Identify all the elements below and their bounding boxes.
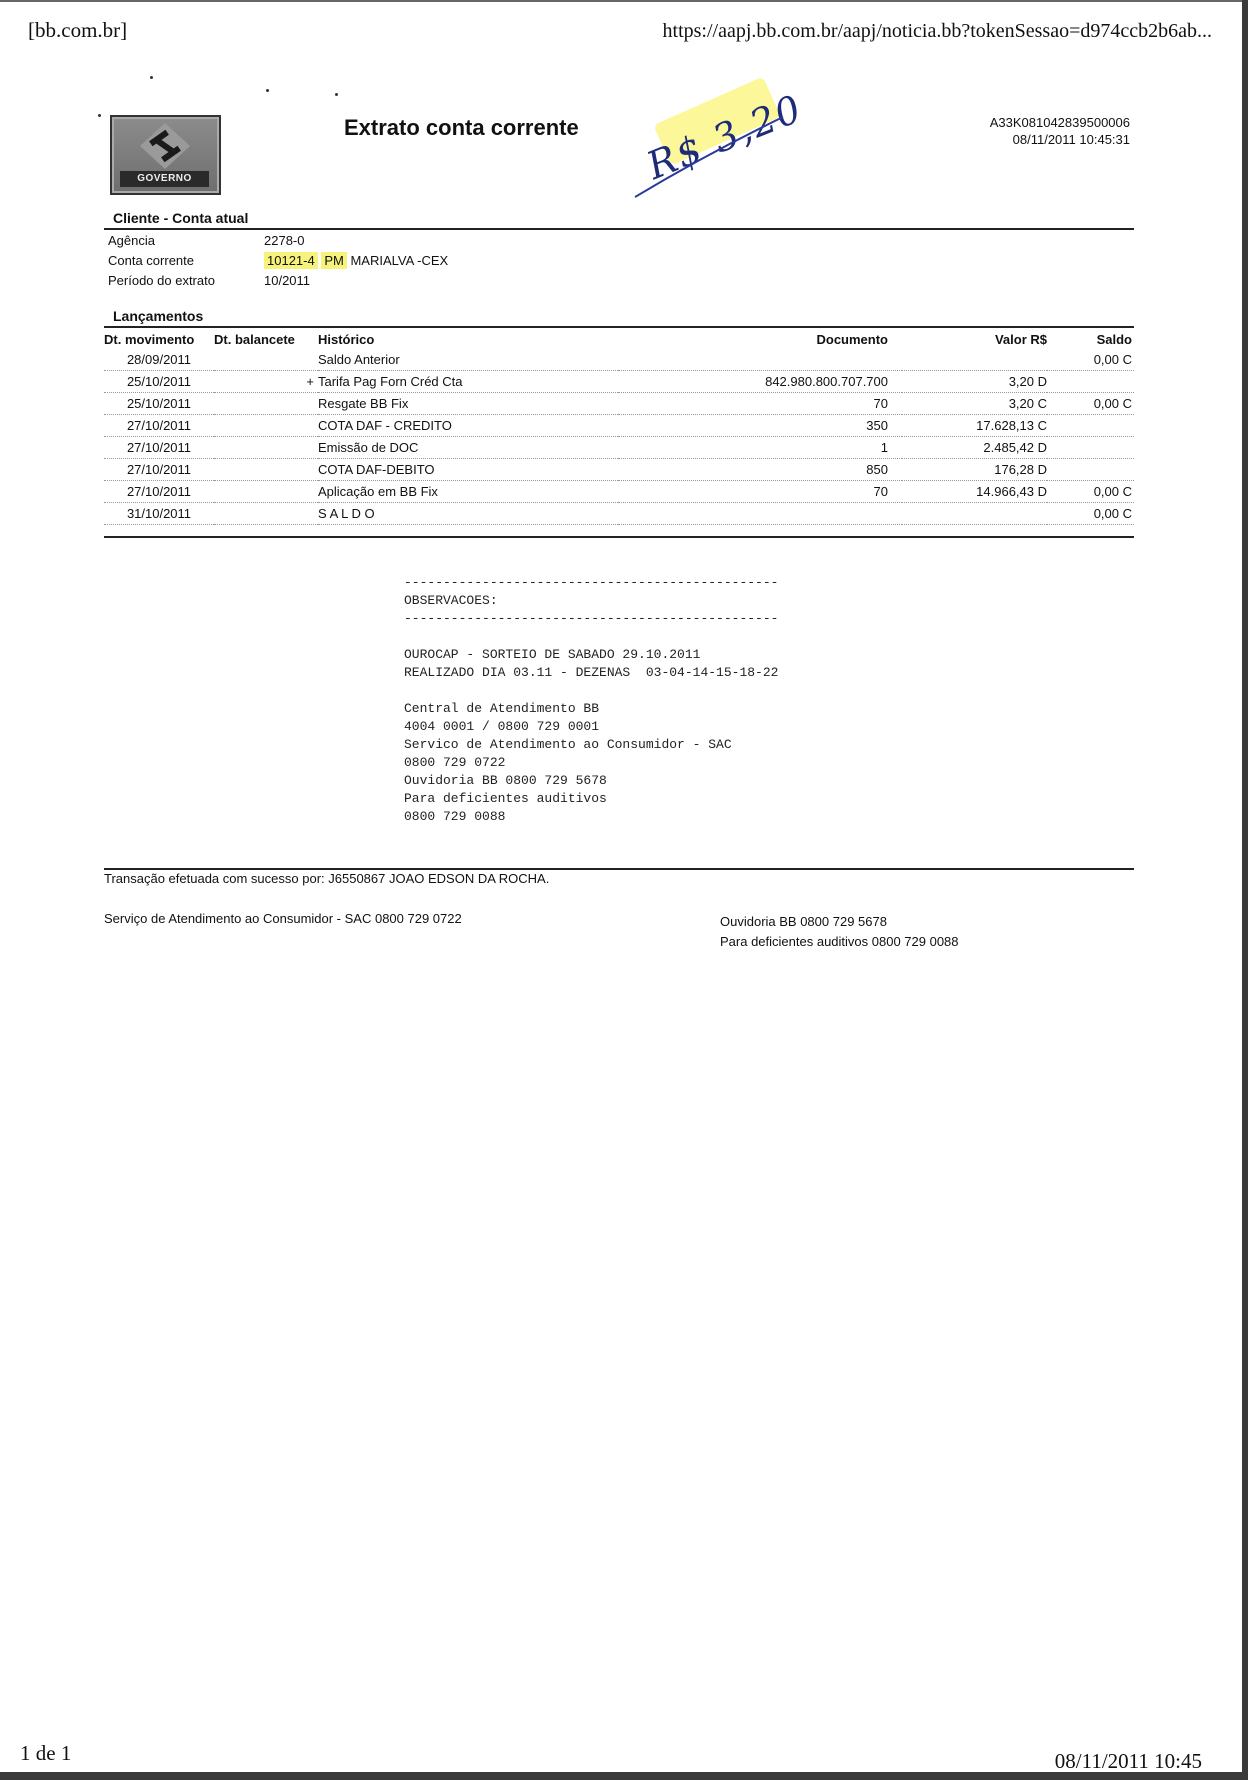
- obs-spacer: [404, 628, 778, 646]
- transactions-table: [104, 329, 1134, 525]
- cell-valor: [902, 503, 1047, 525]
- table-row: [104, 349, 1134, 371]
- scan-right-edge: [1242, 0, 1248, 1780]
- handwritten-note: [615, 75, 809, 205]
- cell-valor: 2.485,42 D: [902, 437, 1047, 459]
- print-page-number: 1 de 1: [20, 1741, 72, 1765]
- deficientes-line: Para deficientes auditivos 0800 729 0088: [720, 934, 959, 949]
- footer-divider: [104, 868, 1134, 870]
- agency-label: Agência: [108, 233, 155, 248]
- account-label: Conta corrente: [108, 253, 194, 268]
- cell-documento: 70: [618, 393, 902, 415]
- cell-saldo: [1047, 437, 1134, 459]
- cell-documento: 350: [618, 415, 902, 437]
- transaction-confirmation: Transação efetuada com sucesso por: J6550867 JOAO EDSON DA ROCHA.: [104, 871, 550, 886]
- cell-valor: 3,20 C: [902, 393, 1047, 415]
- scan-speck: [98, 114, 101, 117]
- cell-dt-movimento: 27/10/2011: [104, 459, 214, 481]
- table-row: [104, 459, 1134, 481]
- table-row: [104, 503, 1134, 525]
- transactions-section-title: Lançamentos: [113, 308, 204, 324]
- obs-line: REALIZADO DIA 03.11 - DEZENAS 03-04-14-15-18-22: [404, 665, 779, 680]
- cell-saldo: 0,00 C: [1047, 349, 1134, 371]
- col-dt-movimento: Dt. movimento: [104, 331, 195, 347]
- agency-value: 2278-0: [264, 233, 305, 248]
- scan-speck: [150, 76, 153, 79]
- scan-speck: [335, 93, 338, 96]
- cell-dt-movimento: 25/10/2011: [104, 371, 214, 393]
- table-row: [104, 371, 1134, 393]
- obs-line: 0800 729 0088: [404, 809, 506, 824]
- cell-dt-movimento: 25/10/2011: [104, 393, 214, 415]
- cell-documento: [618, 349, 902, 371]
- ouvidoria-info: [720, 912, 959, 952]
- cell-dt-movimento: 27/10/2011: [104, 437, 214, 459]
- table-header-row: [104, 329, 1134, 349]
- cell-historico: Saldo Anterior: [318, 349, 618, 371]
- cell-historico: COTA DAF-DEBITO: [318, 459, 618, 481]
- sac-info: Serviço de Atendimento ao Consumidor - SAC 0800 729 0722: [104, 911, 462, 926]
- cell-dt-balancete: [214, 349, 318, 371]
- table-row: [104, 415, 1134, 437]
- cell-documento: 842.980.800.707.700: [618, 371, 902, 393]
- cell-valor: 3,20 D: [902, 371, 1047, 393]
- document-code-block: [990, 114, 1130, 148]
- table-row: [104, 481, 1134, 503]
- obs-spacer: [404, 682, 778, 700]
- table-bottom-divider: [104, 536, 1134, 538]
- account-holder-prefix: PM: [321, 252, 347, 269]
- cell-historico: COTA DAF - CREDITO: [318, 415, 618, 437]
- handwritten-amount: R$ 3,20: [640, 85, 809, 189]
- print-datetime: 08/11/2011 10:45: [1054, 1749, 1202, 1773]
- cell-documento: 1: [618, 437, 902, 459]
- cell-saldo: 0,00 C: [1047, 503, 1134, 525]
- cell-valor: 17.628,13 C: [902, 415, 1047, 437]
- handwritten-underline: [615, 75, 790, 205]
- scan-speck: [266, 89, 269, 92]
- cell-saldo: 0,00 C: [1047, 393, 1134, 415]
- bank-logo: [110, 115, 221, 195]
- document-code: A33K081042839500006: [989, 115, 1130, 130]
- obs-line: OUROCAP - SORTEIO DE SABADO 29.10.2011: [404, 647, 701, 662]
- cell-documento: 850: [618, 459, 902, 481]
- cell-saldo: [1047, 371, 1134, 393]
- document-title: Extrato conta corrente: [344, 115, 579, 140]
- cell-dt-balancete: [214, 393, 318, 415]
- observations-block: [404, 574, 778, 826]
- cell-historico: Resgate BB Fix: [318, 393, 618, 415]
- col-documento: Documento: [816, 331, 888, 347]
- cell-valor: 176,28 D: [902, 459, 1047, 481]
- cell-dt-balancete: [214, 415, 318, 437]
- account-number: 10121-4: [264, 252, 318, 269]
- cell-dt-balancete: [214, 503, 318, 525]
- browser-url[interactable]: https://aapj.bb.com.br/aapj/noticia.bb?tokenSessao=d974ccb2b6ab...: [662, 20, 1212, 42]
- table-row: [104, 437, 1134, 459]
- obs-line: Servico de Atendimento ao Consumidor - SAC: [404, 737, 732, 752]
- cell-valor: 14.966,43 D: [902, 481, 1047, 503]
- cell-documento: [618, 503, 902, 525]
- cell-saldo: [1047, 415, 1134, 437]
- col-historico: Histórico: [318, 331, 375, 347]
- obs-line: 4004 0001 / 0800 729 0001: [404, 719, 600, 734]
- client-section-title: Cliente - Conta atual: [113, 210, 249, 226]
- cell-dt-movimento: 28/09/2011: [104, 349, 214, 371]
- col-dt-balancete: Dt. balancete: [214, 331, 295, 347]
- cell-documento: 70: [618, 481, 902, 503]
- obs-separator: ------------------------------------------------: [404, 575, 779, 590]
- account-holder-name: MARIALVA -CEX: [346, 253, 449, 268]
- cell-dt-balancete: [214, 459, 318, 481]
- obs-line: Para deficientes auditivos: [404, 791, 607, 806]
- obs-separator: ------------------------------------------------: [404, 611, 779, 626]
- cell-saldo: [1047, 459, 1134, 481]
- scan-top-edge: [0, 0, 1248, 2]
- account-value: [264, 253, 448, 268]
- obs-title: OBSERVACOES:: [404, 593, 498, 608]
- cell-dt-balancete: +: [214, 371, 318, 393]
- col-valor: Valor R$: [994, 331, 1047, 347]
- logo-label: GOVERNO: [120, 171, 209, 187]
- cell-historico: Aplicação em BB Fix: [318, 481, 618, 503]
- section-divider: [104, 326, 1134, 328]
- obs-line: Central de Atendimento BB: [404, 701, 600, 716]
- bank-logo-icon: [140, 123, 190, 169]
- cell-historico: Tarifa Pag Forn Créd Cta: [318, 371, 618, 393]
- browser-site-label: [bb.com.br]: [28, 18, 128, 42]
- cell-saldo: 0,00 C: [1047, 481, 1134, 503]
- section-divider: [104, 228, 1134, 230]
- obs-line: 0800 729 0722: [404, 755, 506, 770]
- cell-dt-movimento: 27/10/2011: [104, 415, 214, 437]
- cell-historico: Emissão de DOC: [318, 437, 618, 459]
- document-datetime: 08/11/2011 10:45:31: [1012, 132, 1130, 147]
- col-saldo: Saldo: [1096, 331, 1132, 347]
- ouvidoria-line: Ouvidoria BB 0800 729 5678: [720, 914, 887, 929]
- cell-dt-balancete: [214, 437, 318, 459]
- period-value: 10/2011: [264, 273, 311, 288]
- table-row: [104, 393, 1134, 415]
- cell-dt-movimento: 27/10/2011: [104, 481, 214, 503]
- period-label: Período do extrato: [108, 273, 215, 288]
- cell-valor: [902, 349, 1047, 371]
- cell-dt-balancete: [214, 481, 318, 503]
- obs-line: Ouvidoria BB 0800 729 5678: [404, 773, 607, 788]
- cell-historico-saldo: S A L D O: [318, 503, 618, 525]
- cell-dt-movimento: 31/10/2011: [104, 503, 214, 525]
